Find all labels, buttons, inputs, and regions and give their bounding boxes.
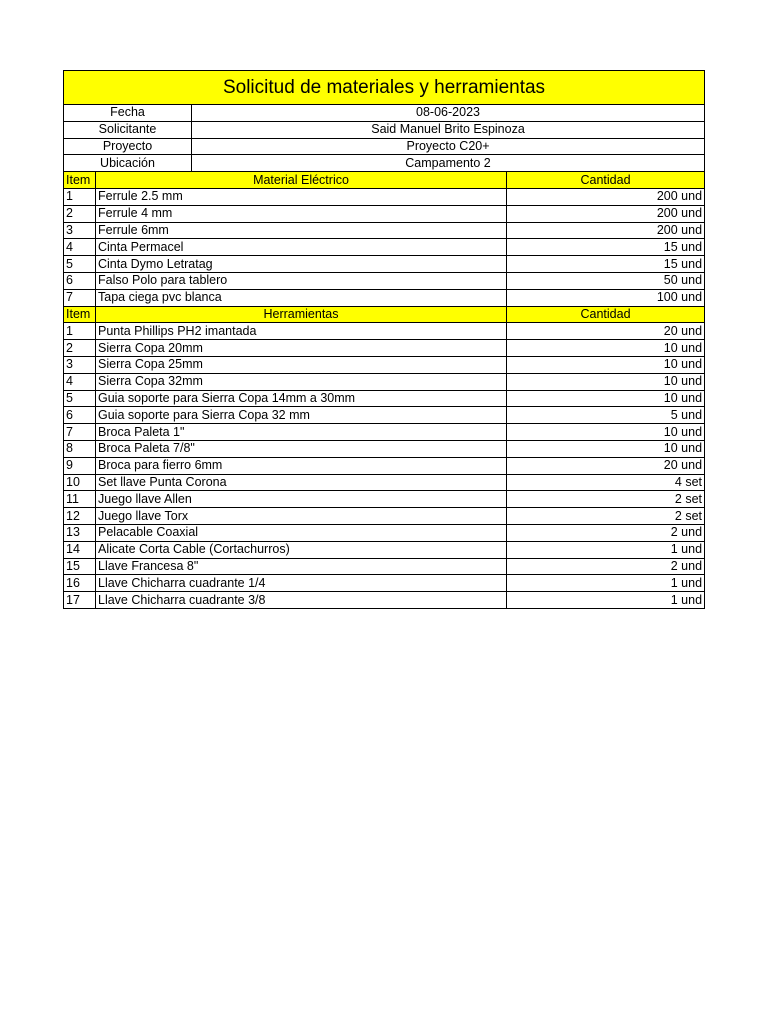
item-description: Broca Paleta 7/8" [96,440,507,457]
item-quantity: 2 und [507,524,705,541]
column-header-quantity: Cantidad [507,172,705,189]
item-number: 14 [64,541,96,558]
info-row [64,105,705,122]
table-row [64,256,705,273]
item-description: Set llave Punta Corona [96,474,507,491]
table-row [64,457,705,474]
item-quantity: 100 und [507,289,705,306]
table-row [64,524,705,541]
item-number: 2 [64,340,96,357]
table-row [64,575,705,592]
column-header-name: Material Eléctrico [96,172,507,189]
item-quantity: 10 und [507,390,705,407]
table-row [64,407,705,424]
request-sheet [63,70,705,609]
info-row [64,121,705,138]
item-description: Llave Chicharra cuadrante 1/4 [96,575,507,592]
item-number: 12 [64,508,96,525]
table-row [64,239,705,256]
column-header-name: Herramientas [96,306,507,323]
table-row [64,440,705,457]
table-row [64,474,705,491]
item-description: Juego llave Allen [96,491,507,508]
item-quantity: 200 und [507,205,705,222]
item-description: Broca Paleta 1" [96,424,507,441]
info-row [64,155,705,172]
item-quantity: 200 und [507,222,705,239]
item-number: 16 [64,575,96,592]
item-description: Broca para fierro 6mm [96,457,507,474]
item-description: Ferrule 4 mm [96,205,507,222]
info-value: 08-06-2023 [192,105,705,122]
item-quantity: 20 und [507,457,705,474]
item-number: 9 [64,457,96,474]
table-row [64,373,705,390]
item-quantity: 10 und [507,356,705,373]
item-quantity: 1 und [507,592,705,609]
info-row [64,138,705,155]
item-quantity: 15 und [507,239,705,256]
table-row [64,592,705,609]
sheet-title: Solicitud de materiales y herramientas [64,71,705,105]
info-value: Said Manuel Brito Espinoza [192,121,705,138]
item-description: Guia soporte para Sierra Copa 32 mm [96,407,507,424]
item-description: Sierra Copa 20mm [96,340,507,357]
item-description: Sierra Copa 25mm [96,356,507,373]
item-number: 2 [64,205,96,222]
item-description: Cinta Permacel [96,239,507,256]
item-description: Tapa ciega pvc blanca [96,289,507,306]
info-label: Fecha [64,105,192,122]
item-quantity: 2 set [507,508,705,525]
item-quantity: 20 und [507,323,705,340]
section-header-row [64,172,705,189]
table-row [64,390,705,407]
item-description: Llave Chicharra cuadrante 3/8 [96,592,507,609]
item-description: Alicate Corta Cable (Cortachurros) [96,541,507,558]
table-row [64,188,705,205]
table-row [64,205,705,222]
item-number: 11 [64,491,96,508]
item-number: 13 [64,524,96,541]
table-row [64,541,705,558]
item-number: 4 [64,239,96,256]
info-value: Proyecto C20+ [192,138,705,155]
info-value: Campamento 2 [192,155,705,172]
item-number: 10 [64,474,96,491]
item-number: 3 [64,222,96,239]
sheet-body [64,71,705,609]
item-description: Punta Phillips PH2 imantada [96,323,507,340]
item-number: 15 [64,558,96,575]
item-number: 7 [64,424,96,441]
table-row [64,222,705,239]
item-number: 5 [64,256,96,273]
table-row [64,340,705,357]
item-quantity: 50 und [507,272,705,289]
item-quantity: 1 und [507,575,705,592]
title-row [64,71,705,105]
item-description: Llave Francesa 8" [96,558,507,575]
section-header-row [64,306,705,323]
column-header-item: Item [64,172,96,189]
item-quantity: 1 und [507,541,705,558]
item-description: Sierra Copa 32mm [96,373,507,390]
item-number: 8 [64,440,96,457]
table-row [64,424,705,441]
table-row [64,323,705,340]
item-number: 6 [64,272,96,289]
item-quantity: 5 und [507,407,705,424]
item-number: 5 [64,390,96,407]
item-description: Ferrule 6mm [96,222,507,239]
item-description: Guia soporte para Sierra Copa 14mm a 30mm [96,390,507,407]
item-number: 3 [64,356,96,373]
column-header-quantity: Cantidad [507,306,705,323]
table-row [64,558,705,575]
item-quantity: 2 und [507,558,705,575]
item-quantity: 2 set [507,491,705,508]
item-number: 4 [64,373,96,390]
item-quantity: 15 und [507,256,705,273]
item-description: Ferrule 2.5 mm [96,188,507,205]
item-number: 7 [64,289,96,306]
table-row [64,491,705,508]
table-row [64,356,705,373]
item-description: Falso Polo para tablero [96,272,507,289]
item-quantity: 10 und [507,373,705,390]
item-description: Juego llave Torx [96,508,507,525]
item-quantity: 10 und [507,440,705,457]
item-quantity: 10 und [507,424,705,441]
item-number: 17 [64,592,96,609]
item-quantity: 200 und [507,188,705,205]
item-number: 6 [64,407,96,424]
item-quantity: 4 set [507,474,705,491]
column-header-item: Item [64,306,96,323]
info-label: Solicitante [64,121,192,138]
table-row [64,508,705,525]
item-quantity: 10 und [507,340,705,357]
table-row [64,289,705,306]
item-number: 1 [64,188,96,205]
table-row [64,272,705,289]
info-label: Ubicación [64,155,192,172]
item-description: Pelacable Coaxial [96,524,507,541]
item-description: Cinta Dymo Letratag [96,256,507,273]
info-label: Proyecto [64,138,192,155]
item-number: 1 [64,323,96,340]
